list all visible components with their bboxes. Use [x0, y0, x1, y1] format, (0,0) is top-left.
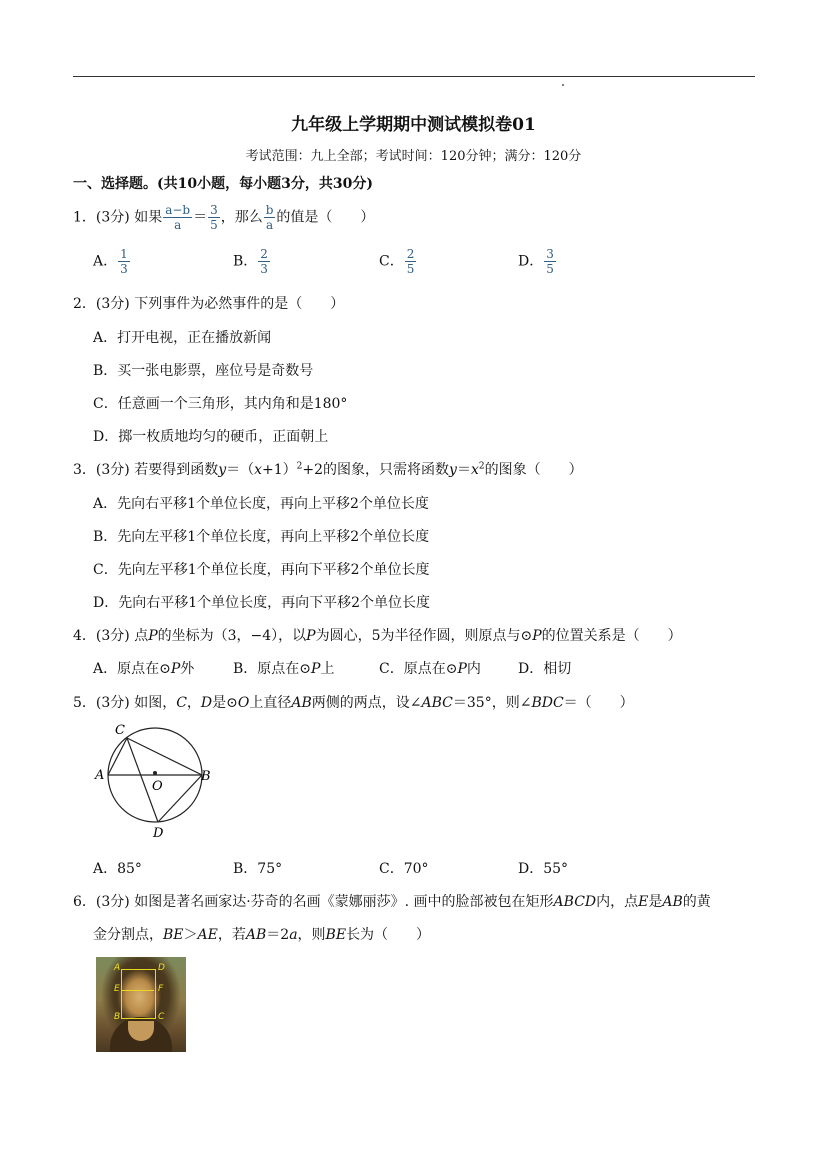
q4-option-c: C．原点在⊙P内 — [379, 661, 481, 677]
q1-option-d: D． $\frac{3}{5}$ — [518, 247, 554, 276]
fraction: $\frac{b}{a}$ — [265, 203, 274, 232]
header-dot — [562, 84, 564, 86]
circle-figure — [90, 722, 220, 842]
center-point — [153, 771, 157, 775]
q1-option-c: C． $\frac{2}{5}$ — [379, 247, 415, 276]
label-d: D — [153, 826, 164, 841]
q5-option-d: D．55° — [518, 861, 569, 877]
q2-option-b: B．买一张电影票，座位号是奇数号 — [93, 363, 314, 379]
segment-ef — [121, 990, 154, 991]
q2-option-c: C．任意画一个三角形，其内角和是180° — [93, 396, 348, 412]
q5-option-c: C．70° — [379, 861, 429, 877]
segment-ca — [108, 738, 127, 775]
q5-option-a: A．85° — [93, 861, 142, 877]
q4-option-d: D．相切 — [518, 661, 572, 677]
label-f: F — [158, 984, 164, 994]
question-1-stem: 1．(3分) 如果 $\frac{a-b}{a}$ ＝ $\frac{3}{5}$ ，那么 $\frac{b}{a}$ 的值是（ ） — [73, 203, 375, 232]
label-b: B — [114, 1012, 121, 1022]
q5-option-b: B．75° — [233, 861, 283, 877]
label-a: A — [114, 963, 121, 973]
fraction: $\frac{a-b}{a}$ — [165, 203, 191, 232]
q3-option-d: D．先向右平移1个单位长度，再向下平移2个单位长度 — [93, 595, 431, 611]
question-3-stem: 3．(3分) 若要得到函数$y=(x+1)^2+2$的图象，只需将函数$y=x^2$的图象（ ） — [73, 461, 583, 478]
exam-info: 考试范围：九上全部；考试时间：120分钟；满分：120分 — [245, 149, 582, 164]
mona-lisa-image — [96, 957, 186, 1052]
fraction: $\frac{3}{5}$ — [210, 203, 218, 232]
q3-option-c: C．先向左平移1个单位长度，再向下平移2个单位长度 — [93, 562, 430, 578]
q1-option-a: A． $\frac{1}{3}$ — [93, 247, 128, 276]
question-6-line2: 金分割点，BE＞AE，若AB＝2a，则BE长为（ ） — [93, 927, 431, 943]
question-5-stem: 5．(3分) 如图，C，D是⊙O上直径AB两侧的两点，设∠ABC＝35°，则∠BDC＝（ ） — [73, 695, 634, 711]
q4-option-b: B．原点在⊙P上 — [233, 661, 335, 677]
label-o: O — [152, 779, 163, 794]
label-d: D — [158, 963, 165, 973]
question-4-stem: 4．(3分) 点P的坐标为（3，−4），以P为圆心，5为半径作圆，则原点与⊙P的位置关系是（ ） — [73, 628, 682, 644]
q3-option-a: A．先向右平移1个单位长度，再向上平移2个单位长度 — [93, 496, 429, 512]
q2-option-d: D．掷一枚质地均匀的硬币，正面朝上 — [93, 429, 329, 445]
label-c: C — [158, 1012, 165, 1022]
q3-option-b: B．先向左平移1个单位长度，再向上平移2个单位长度 — [93, 529, 430, 545]
q4-option-a: A．原点在⊙P外 — [93, 661, 195, 677]
page-title: 九年级上学期期中测试模拟卷01 — [291, 115, 536, 135]
label-a: A — [95, 768, 105, 783]
rectangle-abcd — [121, 969, 156, 1019]
label-c: C — [115, 723, 125, 738]
label-b: B — [201, 769, 211, 784]
q1-option-b: B． $\frac{2}{3}$ — [233, 247, 268, 276]
label-e: E — [114, 984, 120, 994]
question-6-line1: 6．(3分) 如图是著名画家达·芬奇的名画《蒙娜丽莎》. 画中的脸部被包在矩形ABCD内，点E是AB的黄 — [73, 894, 711, 910]
section-heading: 一、选择题。(共10小题，每小题3分，共30分) — [73, 176, 373, 192]
q2-option-a: A．打开电视，正在播放新闻 — [93, 330, 272, 346]
question-2-stem: 2．(3分) 下列事件为必然事件的是（ ） — [73, 296, 345, 312]
header-rule — [73, 76, 755, 77]
